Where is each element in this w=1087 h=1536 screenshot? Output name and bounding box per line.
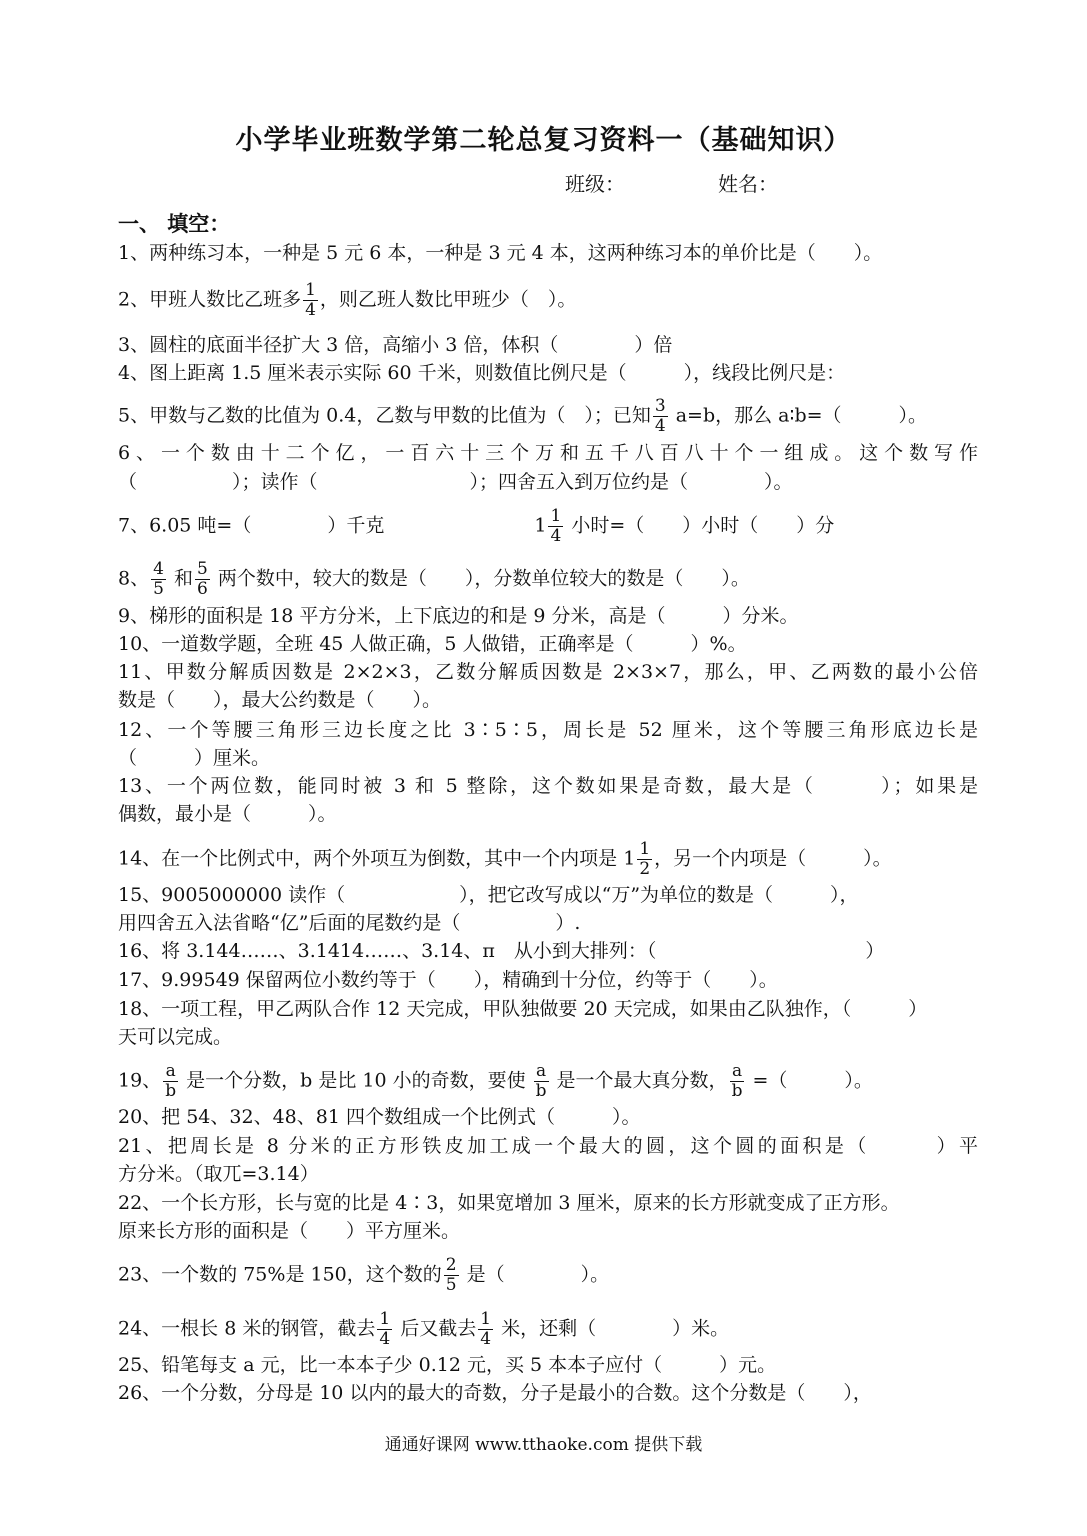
question-12-line-2: （ ）厘米。	[118, 747, 271, 769]
fraction: $\frac{1}{4}$	[379, 1309, 391, 1349]
question-11-line-1: 11、甲数分解质因数是 2×2×3，乙数分解质因数是 2×3×7，那么，甲、乙两数的最小公倍	[118, 661, 978, 683]
fraction: $\frac{a}{b}$	[165, 1061, 177, 1101]
fraction: $\frac{1}{4}$	[305, 280, 316, 320]
question-18-line-2: 天可以完成。	[118, 1026, 233, 1048]
question-15-line-2: 用四舍五入法省略“亿”后面的尾数约是（ ）.	[118, 912, 581, 934]
question-26: 26、一个分数，分母是 10 以内的最大的奇数，分子是最小的合数。这个分数是（ ），	[118, 1382, 872, 1404]
fraction: $\frac{a}{b}$	[731, 1061, 743, 1101]
fraction: $\frac{5}{6}$	[196, 559, 208, 599]
question-9: 9、梯形的面积是 18 平方分米，上下底边的和是 9 分米，高是（ ）分米。	[118, 605, 799, 627]
fraction: $\frac{1}{2}$	[639, 839, 651, 879]
fraction: $\frac{4}{5}$	[153, 559, 164, 599]
footer-source: 通通好课网 www.tthaoke.com 提供下载	[384, 1435, 703, 1455]
question-20: 20、把 54、32、48、81 四个数组成一个比例式（ ）。	[118, 1106, 641, 1128]
fraction: $\frac{1}{4}$	[550, 506, 562, 546]
question-6-line-2: （ ）；读作（ ）；四舍五入到万位约是（ ）。	[118, 471, 793, 493]
question-21-line-2: 方分米。（取兀=3.14）	[118, 1163, 319, 1185]
fraction: $\frac{3}{4}$	[654, 396, 666, 436]
question-25: 25、铅笔每支 a 元，比一本本子少 0.12 元，买 5 本本子应付（ ）元。	[118, 1354, 777, 1376]
question-3: 3、圆柱的底面半径扩大 3 倍，高缩小 3 倍，体积（ ）倍	[118, 334, 673, 356]
question-16: 16、将 3.144……、3.1414……、3.14、π 从小到大排列：（ ）	[118, 940, 885, 962]
question-21-line-1: 21、把周长是 8 分米的正方形铁皮加工成一个最大的圆，这个圆的面积是（ ）平	[118, 1135, 978, 1157]
fraction: $\frac{a}{b}$	[535, 1061, 547, 1101]
fraction: $\frac{1}{4}$	[480, 1309, 492, 1349]
name-label: 姓名：	[718, 172, 778, 196]
question-22-line-2: 原来长方形的面积是（ ）平方厘米。	[118, 1220, 461, 1242]
question-22-line-1: 22、一个长方形，长与宽的比是 4∶3，如果宽增加 3 厘米，原来的长方形就变成了正方形。	[118, 1192, 900, 1214]
page-title: 小学毕业班数学第二轮总复习资料一（基础知识）	[235, 125, 852, 156]
question-15-line-1: 15、9005000000 读作（ ），把它改写成以“万”为单位的数是（ ），	[118, 884, 859, 906]
question-11-line-2: 数是（ ），最大公约数是（ ）。	[118, 689, 442, 711]
question-2: 2、甲班人数比乙班多 $\frac{1}{4}$ ，则乙班人数比甲班少（ ）。	[118, 280, 577, 320]
class-label: 班级：	[565, 172, 625, 196]
question-18-line-1: 18、一项工程，甲乙两队合作 12 天完成，甲队独做要 20 天完成，如果由乙队独作，（ ）	[118, 998, 928, 1020]
question-10: 10、一道数学题，全班 45 人做正确，5 人做错，正确率是（ ）%。	[118, 633, 747, 655]
question-13-line-2: 偶数，最小是（ ）。	[118, 803, 337, 825]
question-19: 19、 $\frac{a}{b}$ 是一个分数，b 是比 10 小的奇数，要使 $\frac{a}{b}$ 是一个最大真分数， $\frac{a}{b}$ =（ ）。	[118, 1061, 873, 1101]
question-23: 23、一个数的 75%是 150，这个数的 $\frac{2}{5}$ 是（ ）。	[118, 1255, 610, 1295]
question-14: 14、在一个比例式中，两个外项互为倒数，其中一个内项是 1 $\frac{1}{2}$ ，另一个内项是（ ）。	[118, 839, 892, 879]
question-1: 1、两种练习本，一种是 5 元 6 本，一种是 3 元 4 本，这两种练习本的单价比是（ ）。	[118, 242, 883, 264]
question-5: 5、甲数与乙数的比值为 0.4，乙数与甲数的比值为（ ）；已知 $\frac{3}{4}$ a=b，那么 a∶b=（ ）。	[118, 396, 928, 436]
question-4: 4、图上距离 1.5 厘米表示实际 60 千米，则数值比例尺是（ ），线段比例尺是：	[118, 362, 846, 384]
question-6-line-1: 6、一个数由十二个亿，一百六十三个万和五千八百八十个一组成。这个数写作	[118, 442, 978, 464]
question-24: 24、一根长 8 米的钢管，截去 $\frac{1}{4}$ 后又截去 $\frac{1}{4}$ 米，还剩（ ）米。	[118, 1309, 730, 1349]
question-12-line-1: 12、一个等腰三角形三边长度之比 3∶5∶5，周长是 52 厘米，这个等腰三角形底边长是	[118, 719, 978, 741]
question-8: 8、 $\frac{4}{5}$ 和 $\frac{5}{6}$ 两个数中，较大的数是（ ），分数单位较大的数是（ ）。	[118, 559, 750, 599]
question-17: 17、9.99549 保留两位小数约等于（ ），精确到十分位，约等于（ ）。	[118, 969, 778, 991]
section-heading: 一、 填空：	[118, 212, 231, 236]
question-13-line-1: 13、一个两位数，能同时被 3 和 5 整除，这个数如果是奇数，最大是（ ）；如果是	[118, 775, 978, 797]
question-7: 7、6.05 吨=（ ）千克 1 $\frac{1}{4}$ 小时=（ ）小时（ ）分	[118, 506, 835, 546]
fraction: $\frac{2}{5}$	[445, 1255, 457, 1295]
